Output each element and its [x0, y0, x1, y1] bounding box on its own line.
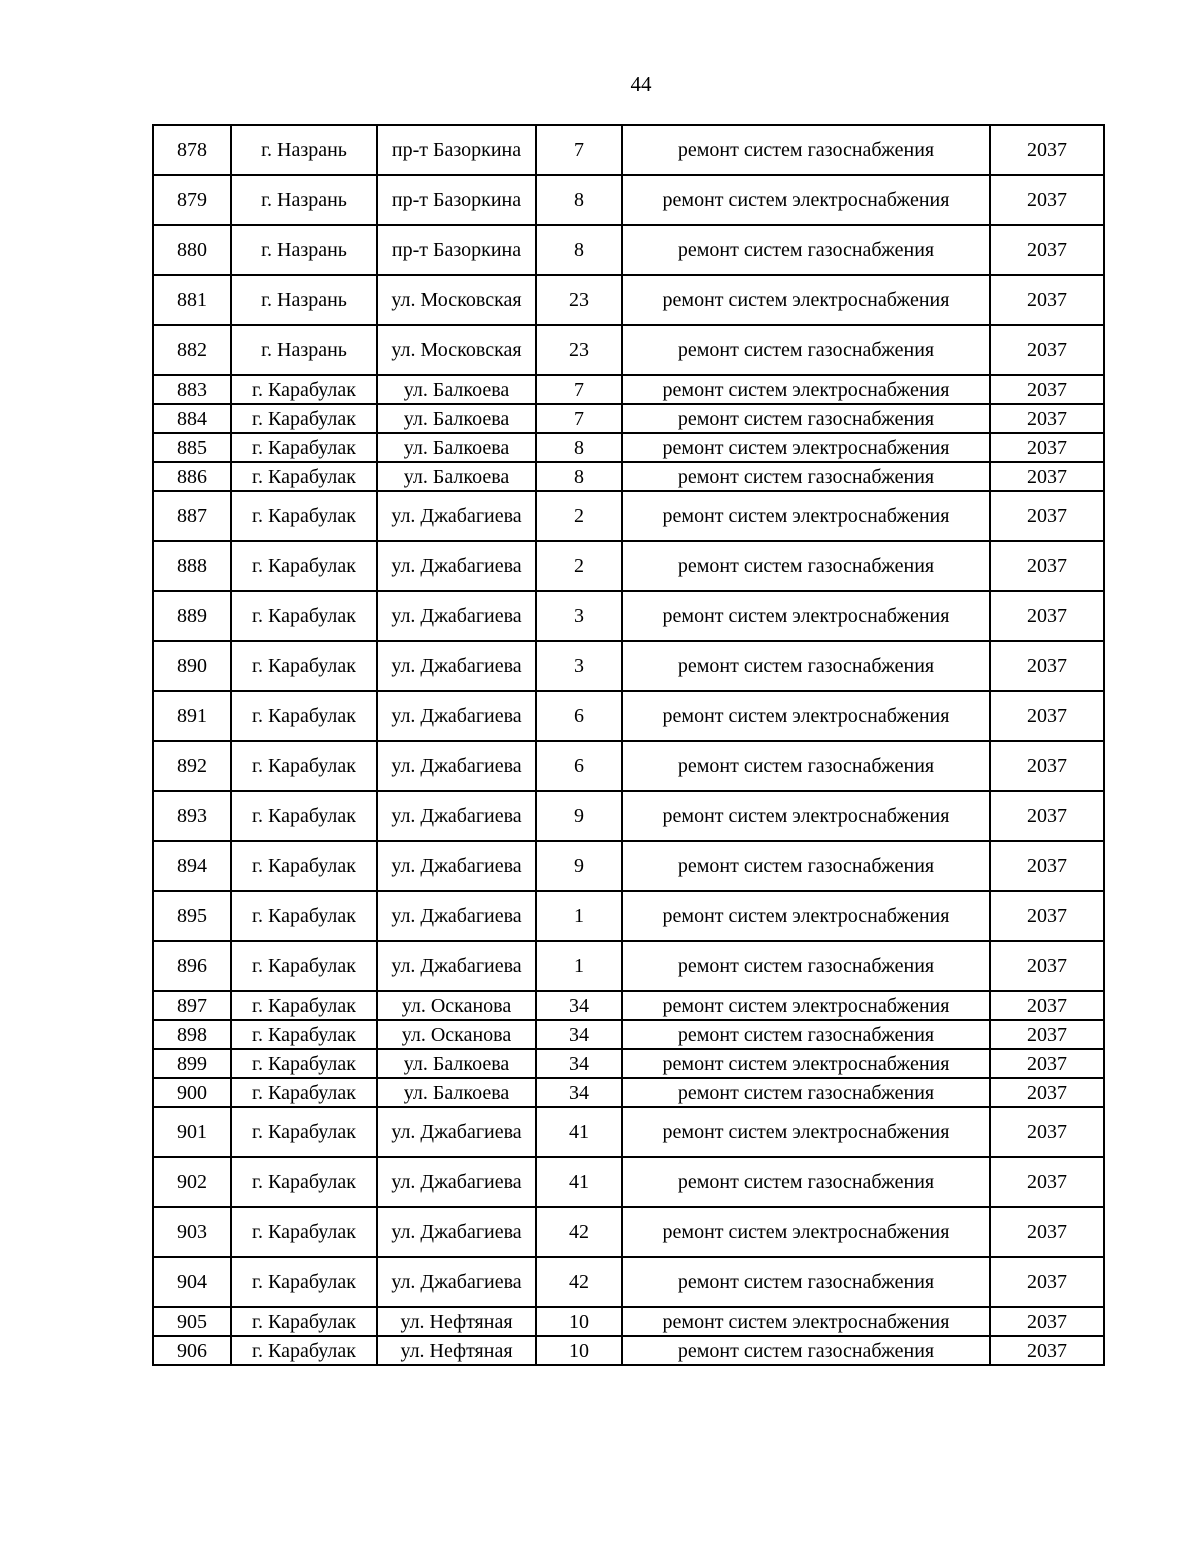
- city-cell: г. Карабулак: [231, 1157, 377, 1207]
- street-cell: ул. Джабагиева: [377, 941, 536, 991]
- house-number-cell: 23: [536, 325, 622, 375]
- table-row: [153, 462, 1104, 491]
- row-number-cell: 889: [153, 591, 231, 641]
- city-cell: г. Карабулак: [231, 891, 377, 941]
- year-cell: 2037: [990, 691, 1104, 741]
- house-number-cell: 10: [536, 1307, 622, 1336]
- table-row: [153, 175, 1104, 225]
- work-type-cell: ремонт систем электроснабжения: [622, 491, 990, 541]
- street-cell: ул. Джабагиева: [377, 691, 536, 741]
- house-number-cell: 42: [536, 1257, 622, 1307]
- house-number-cell: 8: [536, 433, 622, 462]
- city-cell: г. Назрань: [231, 175, 377, 225]
- year-cell: 2037: [990, 1107, 1104, 1157]
- house-number-cell: 3: [536, 591, 622, 641]
- table-row: [153, 1336, 1104, 1365]
- row-number-cell: 883: [153, 375, 231, 404]
- house-number-cell: 10: [536, 1336, 622, 1365]
- work-type-cell: ремонт систем электроснабжения: [622, 791, 990, 841]
- year-cell: 2037: [990, 125, 1104, 175]
- house-number-cell: 1: [536, 891, 622, 941]
- work-type-cell: ремонт систем газоснабжения: [622, 1257, 990, 1307]
- work-type-cell: ремонт систем электроснабжения: [622, 1307, 990, 1336]
- work-type-cell: ремонт систем электроснабжения: [622, 991, 990, 1020]
- house-number-cell: 6: [536, 691, 622, 741]
- house-number-cell: 8: [536, 225, 622, 275]
- year-cell: 2037: [990, 491, 1104, 541]
- table-row: [153, 404, 1104, 433]
- page-number: 44: [630, 72, 652, 96]
- city-cell: г. Карабулак: [231, 791, 377, 841]
- row-number-cell: 895: [153, 891, 231, 941]
- city-cell: г. Карабулак: [231, 741, 377, 791]
- street-cell: ул. Осканова: [377, 991, 536, 1020]
- street-cell: ул. Джабагиева: [377, 841, 536, 891]
- street-cell: пр-т Базоркина: [377, 225, 536, 275]
- work-type-cell: ремонт систем электроснабжения: [622, 691, 990, 741]
- street-cell: ул. Балкоева: [377, 404, 536, 433]
- city-cell: г. Назрань: [231, 225, 377, 275]
- city-cell: г. Карабулак: [231, 1078, 377, 1107]
- year-cell: 2037: [990, 1157, 1104, 1207]
- table-row: [153, 791, 1104, 841]
- table-row: [153, 433, 1104, 462]
- city-cell: г. Карабулак: [231, 1207, 377, 1257]
- work-type-cell: ремонт систем газоснабжения: [622, 641, 990, 691]
- work-type-cell: ремонт систем газоснабжения: [622, 325, 990, 375]
- table-row: [153, 1257, 1104, 1307]
- house-number-cell: 8: [536, 462, 622, 491]
- city-cell: г. Карабулак: [231, 941, 377, 991]
- row-number-cell: 897: [153, 991, 231, 1020]
- row-number-cell: 896: [153, 941, 231, 991]
- year-cell: 2037: [990, 591, 1104, 641]
- year-cell: 2037: [990, 941, 1104, 991]
- year-cell: 2037: [990, 1207, 1104, 1257]
- row-number-cell: 886: [153, 462, 231, 491]
- work-type-cell: ремонт систем электроснабжения: [622, 433, 990, 462]
- row-number-cell: 905: [153, 1307, 231, 1336]
- city-cell: г. Карабулак: [231, 1107, 377, 1157]
- street-cell: ул. Балкоева: [377, 375, 536, 404]
- work-type-cell: ремонт систем газоснабжения: [622, 462, 990, 491]
- year-cell: 2037: [990, 1078, 1104, 1107]
- table-row: [153, 1020, 1104, 1049]
- city-cell: г. Карабулак: [231, 691, 377, 741]
- street-cell: ул. Джабагиева: [377, 1257, 536, 1307]
- house-number-cell: 7: [536, 125, 622, 175]
- row-number-cell: 900: [153, 1078, 231, 1107]
- table-row: [153, 1157, 1104, 1207]
- row-number-cell: 885: [153, 433, 231, 462]
- table-row: [153, 941, 1104, 991]
- year-cell: 2037: [990, 841, 1104, 891]
- year-cell: 2037: [990, 741, 1104, 791]
- city-cell: г. Карабулак: [231, 1020, 377, 1049]
- year-cell: 2037: [990, 275, 1104, 325]
- year-cell: 2037: [990, 404, 1104, 433]
- row-number-cell: 898: [153, 1020, 231, 1049]
- house-number-cell: 6: [536, 741, 622, 791]
- work-type-cell: ремонт систем газоснабжения: [622, 1078, 990, 1107]
- house-number-cell: 7: [536, 375, 622, 404]
- table-row: [153, 641, 1104, 691]
- year-cell: 2037: [990, 541, 1104, 591]
- street-cell: ул. Джабагиева: [377, 741, 536, 791]
- row-number-cell: 890: [153, 641, 231, 691]
- street-cell: ул. Балкоева: [377, 1078, 536, 1107]
- row-number-cell: 879: [153, 175, 231, 225]
- street-cell: ул. Джабагиева: [377, 891, 536, 941]
- year-cell: 2037: [990, 462, 1104, 491]
- work-type-cell: ремонт систем газоснабжения: [622, 125, 990, 175]
- year-cell: 2037: [990, 891, 1104, 941]
- street-cell: ул. Джабагиева: [377, 491, 536, 541]
- row-number-cell: 904: [153, 1257, 231, 1307]
- year-cell: 2037: [990, 1336, 1104, 1365]
- house-number-cell: 34: [536, 991, 622, 1020]
- street-cell: ул. Джабагиева: [377, 641, 536, 691]
- table-row: [153, 325, 1104, 375]
- house-number-cell: 2: [536, 541, 622, 591]
- street-cell: ул. Джабагиева: [377, 1107, 536, 1157]
- street-cell: ул. Джабагиева: [377, 791, 536, 841]
- table-row: [153, 225, 1104, 275]
- house-number-cell: 42: [536, 1207, 622, 1257]
- house-number-cell: 34: [536, 1078, 622, 1107]
- row-number-cell: 880: [153, 225, 231, 275]
- table-row: [153, 125, 1104, 175]
- work-type-cell: ремонт систем электроснабжения: [622, 1049, 990, 1078]
- table-row: [153, 275, 1104, 325]
- year-cell: 2037: [990, 175, 1104, 225]
- table-row: [153, 1307, 1104, 1336]
- year-cell: 2037: [990, 1049, 1104, 1078]
- work-type-cell: ремонт систем газоснабжения: [622, 941, 990, 991]
- house-number-cell: 41: [536, 1157, 622, 1207]
- table-row: [153, 691, 1104, 741]
- city-cell: г. Карабулак: [231, 433, 377, 462]
- city-cell: г. Карабулак: [231, 375, 377, 404]
- city-cell: г. Карабулак: [231, 591, 377, 641]
- row-number-cell: 888: [153, 541, 231, 591]
- row-number-cell: 899: [153, 1049, 231, 1078]
- street-cell: ул. Московская: [377, 325, 536, 375]
- work-type-cell: ремонт систем электроснабжения: [622, 275, 990, 325]
- work-type-cell: ремонт систем газоснабжения: [622, 404, 990, 433]
- work-type-cell: ремонт систем газоснабжения: [622, 841, 990, 891]
- city-cell: г. Карабулак: [231, 404, 377, 433]
- city-cell: г. Карабулак: [231, 641, 377, 691]
- row-number-cell: 893: [153, 791, 231, 841]
- city-cell: г. Карабулак: [231, 1336, 377, 1365]
- work-type-cell: ремонт систем электроснабжения: [622, 591, 990, 641]
- table-row: [153, 841, 1104, 891]
- year-cell: 2037: [990, 433, 1104, 462]
- city-cell: г. Карабулак: [231, 462, 377, 491]
- year-cell: 2037: [990, 325, 1104, 375]
- work-type-cell: ремонт систем электроснабжения: [622, 891, 990, 941]
- work-type-cell: ремонт систем газоснабжения: [622, 741, 990, 791]
- city-cell: г. Карабулак: [231, 841, 377, 891]
- table-body: [153, 125, 1104, 1365]
- city-cell: г. Карабулак: [231, 491, 377, 541]
- table-row: [153, 1078, 1104, 1107]
- year-cell: 2037: [990, 641, 1104, 691]
- row-number-cell: 882: [153, 325, 231, 375]
- house-number-cell: 7: [536, 404, 622, 433]
- house-number-cell: 9: [536, 841, 622, 891]
- table-row: [153, 491, 1104, 541]
- city-cell: г. Назрань: [231, 275, 377, 325]
- row-number-cell: 894: [153, 841, 231, 891]
- street-cell: ул. Осканова: [377, 1020, 536, 1049]
- year-cell: 2037: [990, 375, 1104, 404]
- table-row: [153, 991, 1104, 1020]
- row-number-cell: 906: [153, 1336, 231, 1365]
- work-type-cell: ремонт систем электроснабжения: [622, 1107, 990, 1157]
- year-cell: 2037: [990, 225, 1104, 275]
- street-cell: пр-т Базоркина: [377, 175, 536, 225]
- table-row: [153, 1049, 1104, 1078]
- table-row: [153, 375, 1104, 404]
- work-type-cell: ремонт систем газоснабжения: [622, 225, 990, 275]
- city-cell: г. Карабулак: [231, 1257, 377, 1307]
- street-cell: ул. Джабагиева: [377, 541, 536, 591]
- address-table: [152, 124, 1105, 1366]
- row-number-cell: 884: [153, 404, 231, 433]
- street-cell: ул. Балкоева: [377, 1049, 536, 1078]
- year-cell: 2037: [990, 1020, 1104, 1049]
- year-cell: 2037: [990, 791, 1104, 841]
- table-row: [153, 1107, 1104, 1157]
- city-cell: г. Карабулак: [231, 1049, 377, 1078]
- row-number-cell: 892: [153, 741, 231, 791]
- house-number-cell: 8: [536, 175, 622, 225]
- street-cell: ул. Джабагиева: [377, 1207, 536, 1257]
- street-cell: ул. Балкоева: [377, 433, 536, 462]
- work-type-cell: ремонт систем газоснабжения: [622, 1157, 990, 1207]
- row-number-cell: 891: [153, 691, 231, 741]
- street-cell: ул. Нефтяная: [377, 1336, 536, 1365]
- row-number-cell: 902: [153, 1157, 231, 1207]
- row-number-cell: 903: [153, 1207, 231, 1257]
- row-number-cell: 887: [153, 491, 231, 541]
- house-number-cell: 23: [536, 275, 622, 325]
- city-cell: г. Назрань: [231, 125, 377, 175]
- work-type-cell: ремонт систем электроснабжения: [622, 175, 990, 225]
- table-row: [153, 1207, 1104, 1257]
- city-cell: г. Карабулак: [231, 991, 377, 1020]
- house-number-cell: 9: [536, 791, 622, 841]
- work-type-cell: ремонт систем газоснабжения: [622, 541, 990, 591]
- street-cell: ул. Нефтяная: [377, 1307, 536, 1336]
- house-number-cell: 34: [536, 1049, 622, 1078]
- house-number-cell: 34: [536, 1020, 622, 1049]
- work-type-cell: ремонт систем газоснабжения: [622, 1020, 990, 1049]
- work-type-cell: ремонт систем газоснабжения: [622, 1336, 990, 1365]
- work-type-cell: ремонт систем электроснабжения: [622, 1207, 990, 1257]
- year-cell: 2037: [990, 991, 1104, 1020]
- table-row: [153, 891, 1104, 941]
- street-cell: ул. Джабагиева: [377, 1157, 536, 1207]
- street-cell: ул. Московская: [377, 275, 536, 325]
- house-number-cell: 1: [536, 941, 622, 991]
- house-number-cell: 41: [536, 1107, 622, 1157]
- house-number-cell: 2: [536, 491, 622, 541]
- row-number-cell: 901: [153, 1107, 231, 1157]
- street-cell: ул. Балкоева: [377, 462, 536, 491]
- table-row: [153, 591, 1104, 641]
- work-type-cell: ремонт систем электроснабжения: [622, 375, 990, 404]
- street-cell: пр-т Базоркина: [377, 125, 536, 175]
- street-cell: ул. Джабагиева: [377, 591, 536, 641]
- city-cell: г. Назрань: [231, 325, 377, 375]
- house-number-cell: 3: [536, 641, 622, 691]
- table-row: [153, 741, 1104, 791]
- row-number-cell: 881: [153, 275, 231, 325]
- row-number-cell: 878: [153, 125, 231, 175]
- city-cell: г. Карабулак: [231, 1307, 377, 1336]
- city-cell: г. Карабулак: [231, 541, 377, 591]
- table-row: [153, 541, 1104, 591]
- year-cell: 2037: [990, 1257, 1104, 1307]
- year-cell: 2037: [990, 1307, 1104, 1336]
